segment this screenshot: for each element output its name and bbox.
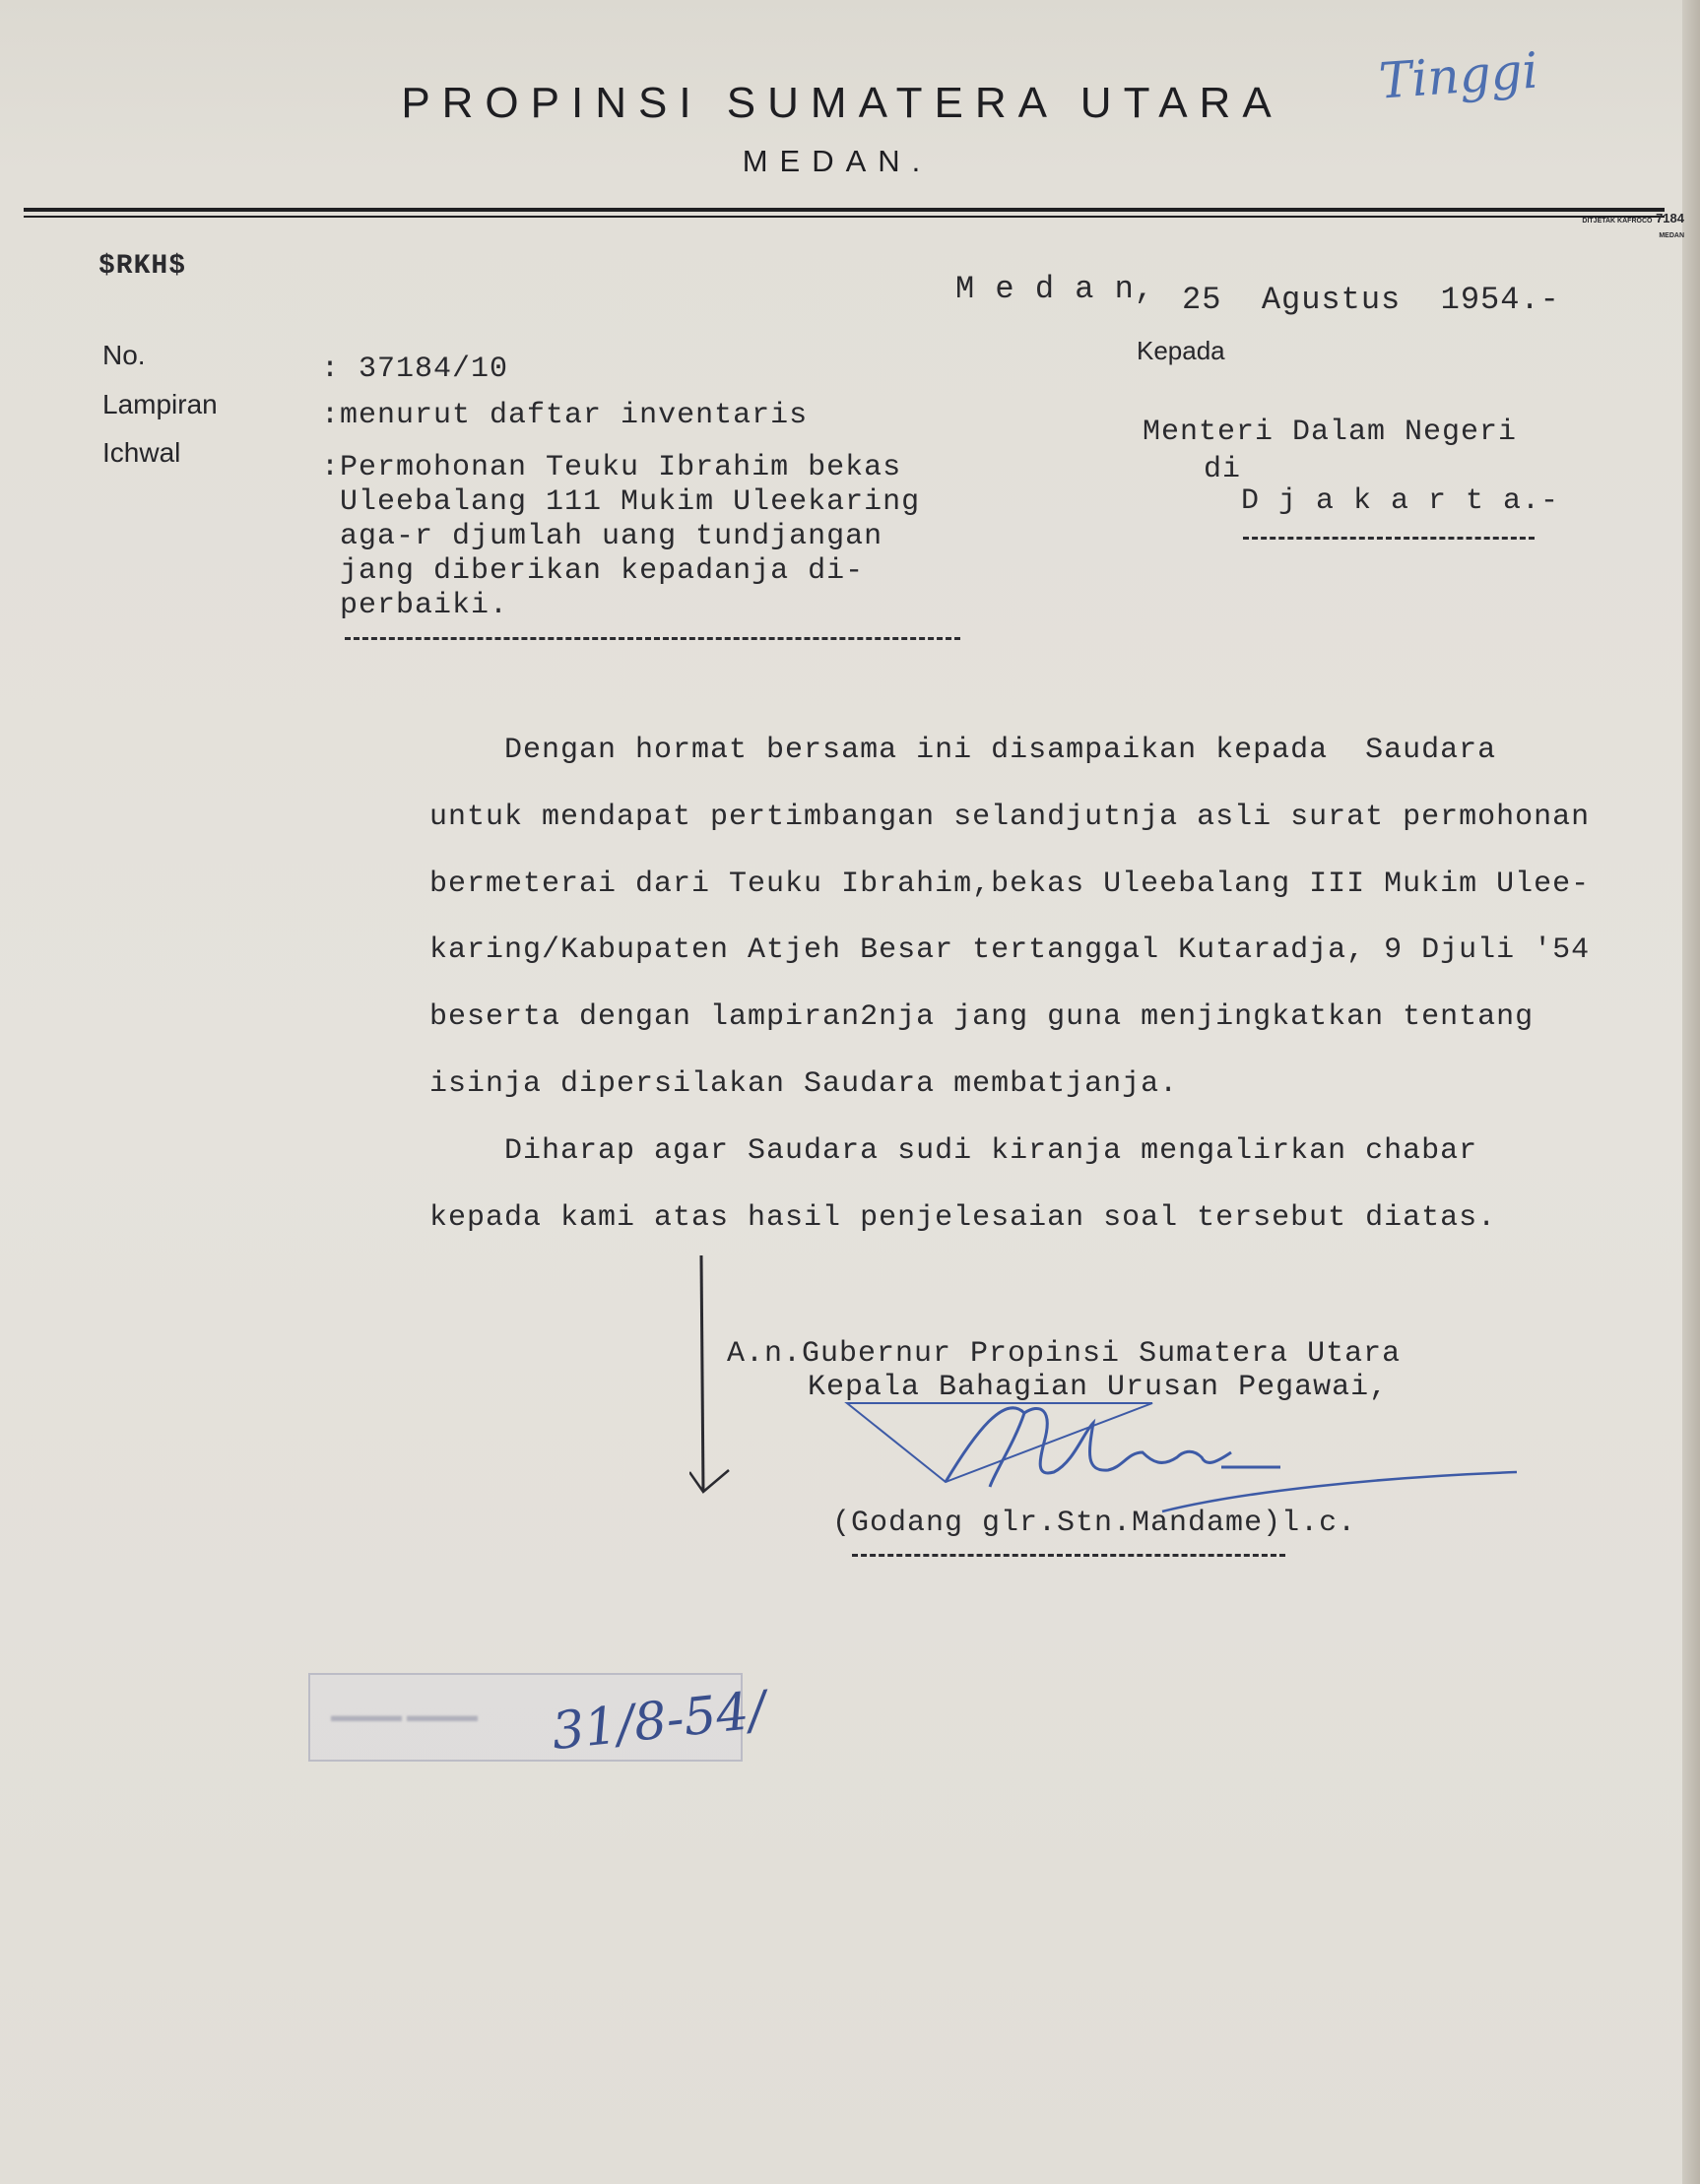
no-value-text: 37184/10 xyxy=(359,353,509,386)
recipient-kepada: Kepada xyxy=(1137,336,1225,365)
signature-line-2: Kepala Bahagian Urusan Pegawai, xyxy=(808,1371,1389,1404)
signature-underline xyxy=(852,1554,1285,1557)
body-line-2: untuk mendapat pertimbangan selandjutnja asli surat permohonan xyxy=(429,801,1591,834)
recipient-line-3: D j a k a r t a.- xyxy=(1241,484,1560,518)
lampiran-value-text: menurut daftar inventaris xyxy=(340,399,809,432)
printer-mark-city: MEDAN xyxy=(1659,232,1684,239)
ichwal-value: :Permohonan Teuku Ibrahim bekas Uleebalang 111 Mukim Uleekaring aga-r djumlah uang tundjangan jang diberikan kepadanja di- perbaiki. xyxy=(321,451,921,622)
no-value: : 37184/10 xyxy=(321,353,509,386)
body-line-5: beserta dengan lampiran2nja jang guna menjingkatkan tentang xyxy=(429,1000,1535,1034)
ichwal-line-1: Permohonan Teuku Ibrahim bekas xyxy=(340,451,902,484)
printer-mark-name: DITJETAK KAFROCO xyxy=(1582,218,1653,225)
body-line-1: Dengan hormat bersama ini disampaikan kepada Saudara xyxy=(429,734,1497,767)
printer-mark xyxy=(1517,213,1684,242)
ichwal-line-2: Uleebalang 111 Mukim Uleekaring xyxy=(340,485,921,519)
ichwal-line-5: perbaiki. xyxy=(340,589,509,622)
paper-edge xyxy=(1682,0,1700,2184)
body-line-4: karing/Kabupaten Atjeh Besar tertanggal Kutaradja, 9 Djuli '54 xyxy=(429,933,1591,967)
letterhead-title: PROPINSI SUMATERA UTARA xyxy=(401,79,1283,127)
recipient-line-1: Menteri Dalam Negeri xyxy=(1143,416,1518,449)
signature-scribble xyxy=(827,1374,1517,1571)
faded-stamp-text: ▬▬▬▬ ▬▬▬▬ xyxy=(331,1705,479,1725)
ichwal-underline xyxy=(345,637,960,640)
body-line-3: bermeterai dari Teuku Ibrahim,bekas Uleebalang III Mukim Ulee- xyxy=(429,867,1591,901)
printer-mark-number: 7184 xyxy=(1656,211,1684,225)
date-value: 25 Agustus 1954.- xyxy=(1182,282,1560,318)
lampiran-label: Lampiran xyxy=(102,389,218,419)
no-label: No. xyxy=(102,340,146,370)
body-line-8: kepada kami atas hasil penjelesaian soal tersebut diatas. xyxy=(429,1201,1497,1235)
margin-arrow-mark xyxy=(689,1255,749,1502)
signature-line-1: A.n.Gubernur Propinsi Sumatera Utara xyxy=(727,1337,1402,1371)
body-line-7: Diharap agar Saudara sudi kiranja mengalirkan chabar xyxy=(429,1134,1478,1168)
letterhead-city: MEDAN. xyxy=(742,144,933,178)
top-left-mark: $RKH$ xyxy=(98,251,187,282)
body-line-6: isinja dipersilakan Saudara membatjanja. xyxy=(429,1067,1179,1101)
ichwal-line-4: jang diberikan kepadanja di- xyxy=(340,554,865,588)
letterhead-rule-thin xyxy=(24,216,1665,218)
date-place: M e d a n, xyxy=(955,271,1155,307)
handwritten-date: 31/8-54/ xyxy=(549,1680,769,1763)
pencil-note-top: Tinggi xyxy=(1377,41,1540,110)
lampiran-value: :menurut daftar inventaris xyxy=(321,399,809,432)
ichwal-line-3: aga-r djumlah uang tundjangan xyxy=(340,520,883,553)
letterhead-rule-thick xyxy=(24,208,1665,212)
ichwal-label: Ichwal xyxy=(102,437,181,468)
signature-name: (Godang glr.Stn.Mandame)l.c. xyxy=(832,1507,1357,1540)
recipient-line-2: di xyxy=(1204,453,1242,486)
recipient-underline xyxy=(1243,537,1535,540)
